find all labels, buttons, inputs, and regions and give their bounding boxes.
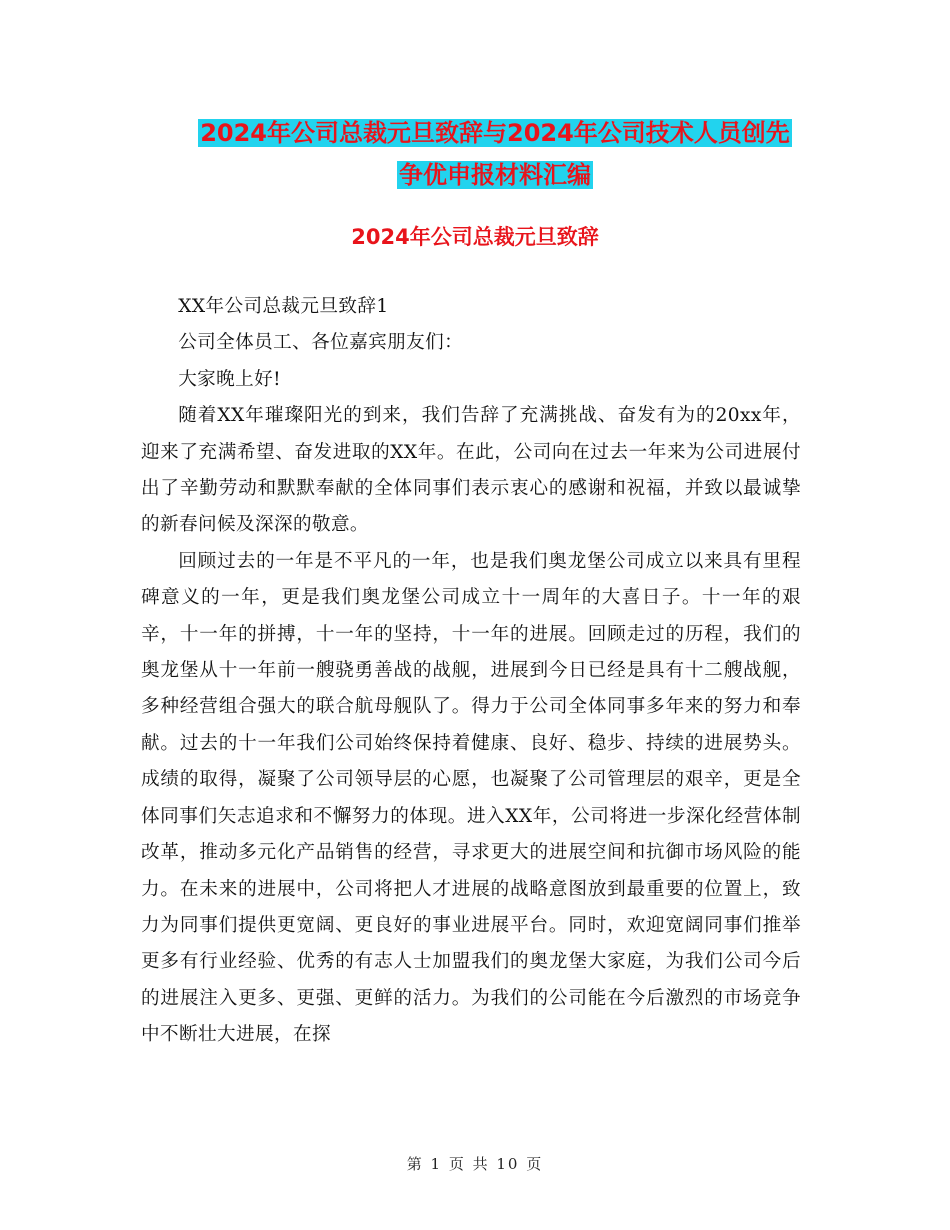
section-title: 2024年公司总裁元旦致辞	[351, 225, 599, 249]
paragraph-body-1: 随着XX年璀璨阳光的到来，我们告辞了充满挑战、奋发有为的20xx年，迎来了充满希望、奋发进取的XX年。在此，公司向在过去一年来为公司进展付出了辛勤劳动和默默奉献的全体同事们表示衷心的感谢和祝福，并致以最诚挚的新春问候及深深的敬意。	[141, 405, 801, 536]
page-footer: 第 1 页 共 10 页	[406, 1155, 544, 1173]
paragraph-body-2: 回顾过去的一年是不平凡的一年，也是我们奥龙堡公司成立以来具有里程碑意义的一年，更是我们奥龙堡公司成立十一周年的大喜日子。十一年的艰辛，十一年的拼搏，十一年的坚持，十一年的进展。回顾走过的历程，我们的奥龙堡从十一年前一艘骁勇善战的战舰，进展到今日已经是具有十二艘战舰，多种经营组合强大的联合航母舰队了。得力于公司全体同事多年来的努力和奉献。过去的十一年我们公司始终保持着健康、良好、稳步、持续的进展势头。成绩的取得，凝聚了公司领导层的心愿，也凝聚了公司管理层的艰辛，更是全体同事们矢志追求和不懈努力的体现。进入XX年，公司将进一步深化经营体制改革，推动多元化产品销售的经营，寻求更大的进展空间和抗御市场风险的能力。在未来的进展中，公司将把人才进展的战略意图放到最重要的位置上，致力为同事们提供更宽阔、更良好的事业进展平台。同时，欢迎宽阔同事们推举更多有行业经验、优秀的有志人士加盟我们的奥龙堡大家庭，为我们公司今后的进展注入更多、更强、更鲜的活力。为我们的公司能在今后激烈的市场竞争中不断壮大进展，在探	[141, 550, 801, 1046]
document-title-line-1: 2024年公司总裁元旦致辞与2024年公司技术人员创先	[200, 119, 790, 147]
document-body	[141, 289, 801, 1054]
paragraph-subtitle: XX年公司总裁元旦致辞1	[178, 296, 389, 317]
paragraph-salutation: 公司全体员工、各位嘉宾朋友们：	[178, 332, 464, 354]
document-title-line-2: 争优申报材料汇编	[399, 161, 591, 189]
document-title	[120, 112, 870, 196]
paragraph-greeting: 大家晚上好!	[178, 368, 282, 390]
